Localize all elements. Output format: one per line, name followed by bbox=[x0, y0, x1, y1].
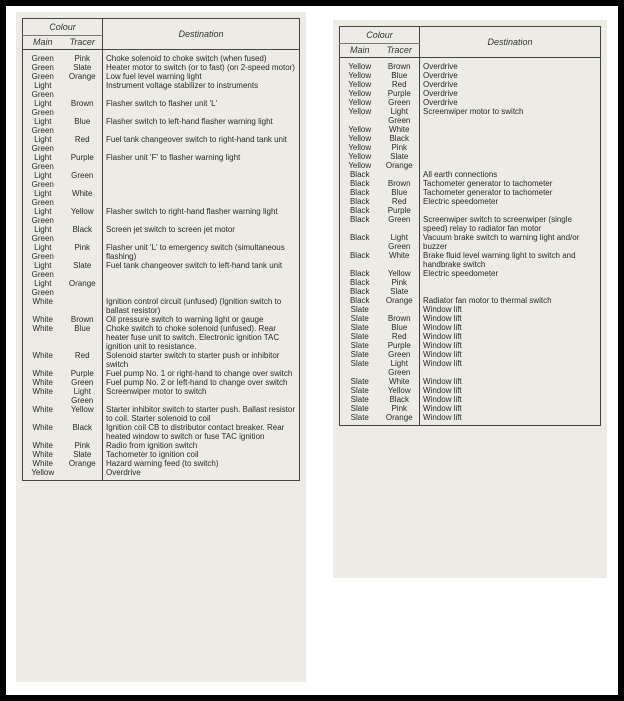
tracer-colour-cell: Pink bbox=[380, 278, 420, 287]
main-header: Main bbox=[23, 36, 63, 50]
destination-cell: Window lift bbox=[423, 305, 462, 314]
table-row bbox=[23, 243, 300, 261]
destination-cell: Fuel tank changeover switch to right-hand tank unit bbox=[106, 135, 288, 144]
destination-cell: Overdrive bbox=[423, 80, 458, 89]
tracer-header: Tracer bbox=[380, 44, 420, 58]
destination-cell: Window lift bbox=[423, 377, 462, 386]
table-row bbox=[23, 81, 300, 99]
main-colour-cell: Black bbox=[349, 269, 370, 278]
tracer-colour-cell: Light Green bbox=[63, 387, 103, 405]
main-colour-cell: Green bbox=[31, 63, 54, 72]
tracer-colour-cell: Black bbox=[63, 225, 103, 243]
tracer-colour-cell: Green bbox=[380, 215, 420, 233]
destination-cell: Overdrive bbox=[423, 98, 458, 107]
destination-cell bbox=[103, 189, 300, 207]
tracer-colour-cell: Slate bbox=[63, 63, 103, 72]
tracer-colour-cell: Orange bbox=[63, 279, 103, 297]
main-colour-cell: Light Green bbox=[31, 81, 54, 99]
destination-cell: Fuel pump No. 1 or right-hand to change over switch bbox=[106, 369, 293, 378]
main-colour-cell: White bbox=[32, 297, 53, 306]
table-row bbox=[340, 161, 601, 170]
table-row bbox=[23, 207, 300, 225]
main-colour-cell: Light Green bbox=[31, 117, 54, 135]
destination-cell: Oil pressure switch to warning light or gauge bbox=[106, 315, 264, 324]
destination-cell bbox=[420, 125, 601, 134]
destination-cell: Heater motor to switch (or to fast) (on 2-speed motor) bbox=[106, 63, 295, 72]
table-row bbox=[23, 423, 300, 441]
table-row bbox=[340, 269, 601, 278]
tracer-colour-cell bbox=[63, 468, 103, 481]
main-colour-cell: Yellow bbox=[348, 152, 372, 161]
table-row bbox=[340, 287, 601, 296]
tracer-colour-cell: Blue bbox=[63, 117, 103, 135]
destination-cell: Overdrive bbox=[106, 468, 141, 477]
tracer-colour-cell: Orange bbox=[63, 72, 103, 81]
table-row bbox=[23, 50, 300, 64]
tracer-colour-cell: Brown bbox=[63, 99, 103, 117]
tracer-colour-cell: Red bbox=[63, 135, 103, 153]
main-colour-cell: Yellow bbox=[348, 80, 372, 89]
destination-cell: Fuel tank changeover switch to left-hand tank unit bbox=[106, 261, 283, 270]
tracer-colour-cell bbox=[380, 305, 420, 314]
main-colour-cell: Black bbox=[349, 278, 370, 287]
tracer-header: Tracer bbox=[63, 36, 103, 50]
destination-cell: Flasher unit 'F' to flasher warning light bbox=[106, 153, 241, 162]
destination-cell: Flasher switch to flasher unit 'L' bbox=[106, 99, 218, 108]
table-row bbox=[23, 279, 300, 297]
table-row bbox=[340, 71, 601, 80]
main-colour-cell: Black bbox=[349, 287, 370, 296]
table-row bbox=[340, 89, 601, 98]
tracer-colour-cell: Blue bbox=[380, 71, 420, 80]
tracer-colour-cell: Orange bbox=[380, 296, 420, 305]
main-colour-cell: Light Green bbox=[31, 189, 54, 207]
main-colour-cell: Yellow bbox=[348, 134, 372, 143]
main-colour-cell: Yellow bbox=[348, 62, 372, 71]
table-row bbox=[23, 225, 300, 243]
table-row bbox=[23, 459, 300, 468]
main-colour-cell: Slate bbox=[350, 341, 369, 350]
tracer-colour-cell bbox=[380, 170, 420, 179]
main-colour-cell: Yellow bbox=[348, 71, 372, 80]
tracer-colour-cell: Green bbox=[380, 98, 420, 107]
main-colour-cell: White bbox=[32, 324, 53, 333]
destination-cell: Window lift bbox=[423, 350, 462, 359]
table-row bbox=[340, 179, 601, 188]
tracer-colour-cell: Orange bbox=[380, 413, 420, 426]
tracer-colour-cell: Green bbox=[63, 378, 103, 387]
table-row bbox=[340, 233, 601, 251]
tracer-colour-cell: Purple bbox=[380, 89, 420, 98]
destination-cell: Window lift bbox=[423, 359, 462, 368]
tracer-colour-cell: Black bbox=[380, 395, 420, 404]
main-colour-cell: Slate bbox=[350, 350, 369, 359]
table-row bbox=[340, 197, 601, 206]
table-row bbox=[340, 170, 601, 179]
tracer-colour-cell bbox=[63, 297, 103, 315]
main-colour-cell: Slate bbox=[350, 305, 369, 314]
table-row bbox=[340, 152, 601, 161]
tracer-colour-cell: Brown bbox=[380, 179, 420, 188]
destination-cell: Tachometer generator to tachometer bbox=[423, 179, 553, 188]
main-colour-cell: Yellow bbox=[348, 89, 372, 98]
tracer-colour-cell: Purple bbox=[63, 153, 103, 171]
destination-cell: Overdrive bbox=[423, 62, 458, 71]
destination-cell: Fuel pump No. 2 or left-hand to change over switch bbox=[106, 378, 288, 387]
main-colour-cell: Slate bbox=[350, 386, 369, 395]
table-row bbox=[340, 58, 601, 72]
main-header: Main bbox=[340, 44, 380, 58]
tracer-colour-cell: Slate bbox=[63, 450, 103, 459]
main-colour-cell: Light Green bbox=[31, 99, 54, 117]
tracer-colour-cell: White bbox=[380, 125, 420, 134]
table-row bbox=[340, 314, 601, 323]
main-colour-cell: Black bbox=[349, 233, 370, 242]
table-row bbox=[340, 98, 601, 107]
destination-cell: Choke solenoid to choke switch (when fused) bbox=[106, 54, 267, 63]
tracer-colour-cell: Green bbox=[380, 350, 420, 359]
tracer-colour-cell: Yellow bbox=[63, 405, 103, 423]
tracer-colour-cell: Brown bbox=[63, 315, 103, 324]
tracer-colour-cell: Yellow bbox=[380, 269, 420, 278]
destination-cell: Vacuum brake switch to warning light and/or buzzer bbox=[423, 233, 580, 251]
destination-cell: Screenwiper motor to switch bbox=[423, 107, 524, 116]
main-colour-cell: Green bbox=[31, 72, 54, 81]
destination-cell: Tachometer generator to tachometer bbox=[423, 188, 553, 197]
main-colour-cell: White bbox=[32, 378, 53, 387]
destination-cell: Overdrive bbox=[423, 71, 458, 80]
table-row bbox=[340, 251, 601, 269]
destination-cell: Electric speedometer bbox=[423, 269, 499, 278]
destination-cell: Radiator fan motor to thermal switch bbox=[423, 296, 552, 305]
table-row bbox=[23, 63, 300, 72]
main-colour-cell: Black bbox=[349, 215, 370, 224]
wiring-rows-left bbox=[23, 50, 300, 481]
table-row bbox=[340, 206, 601, 215]
table-row bbox=[23, 99, 300, 117]
table-row bbox=[23, 153, 300, 171]
main-colour-cell: Slate bbox=[350, 404, 369, 413]
main-colour-cell: Yellow bbox=[348, 143, 372, 152]
table-row bbox=[23, 405, 300, 423]
main-colour-cell: Slate bbox=[350, 323, 369, 332]
destination-cell: Flasher unit 'L' to emergency switch (simultaneous flashing) bbox=[106, 243, 285, 261]
table-row bbox=[340, 188, 601, 197]
main-colour-cell: White bbox=[32, 423, 53, 432]
tracer-colour-cell: Slate bbox=[380, 152, 420, 161]
tracer-colour-cell bbox=[63, 81, 103, 99]
main-colour-cell: White bbox=[32, 369, 53, 378]
main-colour-cell: Light Green bbox=[31, 243, 54, 261]
colour-header: Colour bbox=[23, 19, 103, 36]
main-colour-cell: Slate bbox=[350, 377, 369, 386]
destination-cell bbox=[420, 134, 601, 143]
colour-header: Colour bbox=[340, 27, 420, 44]
destination-cell bbox=[103, 171, 300, 189]
destination-cell: Window lift bbox=[423, 323, 462, 332]
main-colour-cell: Yellow bbox=[348, 161, 372, 170]
main-colour-cell: Black bbox=[349, 251, 370, 260]
table-row bbox=[23, 441, 300, 450]
destination-cell: Overdrive bbox=[423, 89, 458, 98]
destination-cell: Hazard warning feed (to switch) bbox=[106, 459, 219, 468]
main-colour-cell: Slate bbox=[350, 395, 369, 404]
main-colour-cell: Slate bbox=[350, 359, 369, 368]
destination-cell: Tachometer to ignition coil bbox=[106, 450, 199, 459]
destination-cell: Window lift bbox=[423, 314, 462, 323]
tracer-colour-cell: Pink bbox=[63, 50, 103, 64]
tracer-colour-cell: Pink bbox=[380, 404, 420, 413]
wiring-rows-right bbox=[340, 58, 601, 426]
table-row bbox=[340, 143, 601, 152]
destination-cell: Window lift bbox=[423, 332, 462, 341]
main-colour-cell: Yellow bbox=[348, 125, 372, 134]
table-row bbox=[340, 278, 601, 287]
destination-cell: Window lift bbox=[423, 395, 462, 404]
table-row bbox=[340, 134, 601, 143]
table-row bbox=[340, 296, 601, 305]
destination-cell bbox=[420, 278, 601, 287]
tracer-colour-cell: Orange bbox=[63, 459, 103, 468]
table-row bbox=[23, 297, 300, 315]
tracer-colour-cell: Pink bbox=[63, 441, 103, 450]
main-colour-cell: White bbox=[32, 387, 53, 396]
main-colour-cell: Light Green bbox=[31, 279, 54, 297]
table-row bbox=[23, 387, 300, 405]
destination-cell bbox=[420, 143, 601, 152]
tracer-colour-cell: Green bbox=[63, 171, 103, 189]
table-row bbox=[23, 378, 300, 387]
destination-cell: Screenwiper motor to switch bbox=[106, 387, 207, 396]
destination-cell: All earth connections bbox=[423, 170, 498, 179]
table-row bbox=[23, 450, 300, 459]
destination-cell: Screen jet switch to screen jet motor bbox=[106, 225, 235, 234]
table-row bbox=[23, 315, 300, 324]
main-colour-cell: White bbox=[32, 315, 53, 324]
destination-cell: Window lift bbox=[423, 386, 462, 395]
table-row bbox=[23, 324, 300, 351]
main-colour-cell: Black bbox=[349, 179, 370, 188]
table-row bbox=[340, 413, 601, 426]
main-colour-cell: Light Green bbox=[31, 225, 54, 243]
tracer-colour-cell: Blue bbox=[63, 324, 103, 351]
wiring-table-right bbox=[339, 26, 601, 426]
tracer-colour-cell: White bbox=[63, 189, 103, 207]
tracer-colour-cell: Yellow bbox=[63, 207, 103, 225]
tracer-colour-cell: Red bbox=[380, 197, 420, 206]
wiring-table-left bbox=[22, 18, 300, 481]
table-row bbox=[23, 135, 300, 153]
tracer-colour-cell: Pink bbox=[63, 243, 103, 261]
destination-cell: Solenoid starter switch to starter push or inhibitor switch bbox=[106, 351, 280, 369]
destination-cell bbox=[420, 287, 601, 296]
main-colour-cell: Light Green bbox=[31, 135, 54, 153]
main-colour-cell: White bbox=[32, 441, 53, 450]
tracer-colour-cell: Pink bbox=[380, 143, 420, 152]
tracer-colour-cell: Brown bbox=[380, 314, 420, 323]
destination-cell: Screenwiper switch to screenwiper (single speed) relay to radiator fan motor bbox=[423, 215, 572, 233]
tracer-colour-cell: Light Green bbox=[380, 233, 420, 251]
destination-cell: Instrument voltage stabilizer to instruments bbox=[106, 81, 259, 90]
table-row bbox=[23, 171, 300, 189]
main-colour-cell: Green bbox=[31, 54, 54, 63]
destination-header: Destination bbox=[103, 19, 300, 50]
table-row bbox=[23, 117, 300, 135]
table-row bbox=[340, 386, 601, 395]
destination-cell: Window lift bbox=[423, 341, 462, 350]
table-row bbox=[340, 341, 601, 350]
tracer-colour-cell: Light Green bbox=[380, 359, 420, 377]
tracer-colour-cell: Brown bbox=[380, 58, 420, 72]
tracer-colour-cell: Red bbox=[380, 80, 420, 89]
destination-cell: Flasher switch to right-hand flasher warning light bbox=[106, 207, 278, 216]
tracer-colour-cell: Red bbox=[380, 332, 420, 341]
destination-cell: Flasher switch to left-hand flasher warning light bbox=[106, 117, 273, 126]
tracer-colour-cell: Blue bbox=[380, 323, 420, 332]
destination-cell: Low fuel level warning light bbox=[106, 72, 202, 81]
main-colour-cell: Yellow bbox=[31, 468, 55, 477]
table-row bbox=[340, 404, 601, 413]
right-page bbox=[333, 20, 607, 578]
table-row bbox=[340, 350, 601, 359]
tracer-colour-cell: Slate bbox=[380, 287, 420, 296]
tracer-colour-cell: Slate bbox=[63, 261, 103, 279]
destination-header: Destination bbox=[420, 27, 601, 58]
tracer-colour-cell: Black bbox=[63, 423, 103, 441]
main-colour-cell: Slate bbox=[350, 314, 369, 323]
tracer-colour-cell: Orange bbox=[380, 161, 420, 170]
tracer-colour-cell: White bbox=[380, 251, 420, 269]
main-colour-cell: Light Green bbox=[31, 261, 54, 279]
main-colour-cell: Yellow bbox=[348, 98, 372, 107]
tracer-colour-cell: Red bbox=[63, 351, 103, 369]
destination-cell bbox=[103, 279, 300, 297]
main-colour-cell: Light Green bbox=[31, 171, 54, 189]
main-colour-cell: Light Green bbox=[31, 153, 54, 171]
tracer-colour-cell: Yellow bbox=[380, 386, 420, 395]
table-row bbox=[340, 332, 601, 341]
table-row bbox=[340, 377, 601, 386]
main-colour-cell: Black bbox=[349, 296, 370, 305]
main-colour-cell: Black bbox=[349, 188, 370, 197]
table-row bbox=[23, 351, 300, 369]
table-row bbox=[340, 395, 601, 404]
table-row bbox=[23, 369, 300, 378]
table-row bbox=[340, 107, 601, 125]
destination-cell bbox=[420, 206, 601, 215]
main-colour-cell: Yellow bbox=[348, 107, 372, 116]
main-colour-cell: Slate bbox=[350, 332, 369, 341]
table-row bbox=[340, 305, 601, 314]
table-row bbox=[23, 189, 300, 207]
main-colour-cell: Black bbox=[349, 197, 370, 206]
main-colour-cell: Black bbox=[349, 206, 370, 215]
table-row bbox=[340, 80, 601, 89]
tracer-colour-cell: Purple bbox=[380, 341, 420, 350]
tracer-colour-cell: Purple bbox=[380, 206, 420, 215]
table-row bbox=[23, 261, 300, 279]
main-colour-cell: White bbox=[32, 351, 53, 360]
main-colour-cell: Black bbox=[349, 170, 370, 179]
destination-cell: Starter inhibitor switch to starter push. Ballast resistor to coil. Starter solenoid to coil bbox=[106, 405, 295, 423]
left-page bbox=[16, 12, 306, 682]
destination-cell: Choke switch to choke solenoid (unfused). Rear heater fuse unit to switch. Electronic ignition TAC ignition unit to resistance. bbox=[106, 324, 280, 351]
destination-cell: Electric speedometer bbox=[423, 197, 499, 206]
main-colour-cell: White bbox=[32, 450, 53, 459]
main-colour-cell: White bbox=[32, 459, 53, 468]
destination-cell: Window lift bbox=[423, 413, 462, 422]
destination-cell: Window lift bbox=[423, 404, 462, 413]
main-colour-cell: Slate bbox=[350, 413, 369, 422]
tracer-colour-cell: Black bbox=[380, 134, 420, 143]
tracer-colour-cell: White bbox=[380, 377, 420, 386]
main-colour-cell: White bbox=[32, 405, 53, 414]
table-row bbox=[340, 323, 601, 332]
tracer-colour-cell: Purple bbox=[63, 369, 103, 378]
destination-cell: Brake fluid level warning light to switch and handbrake switch bbox=[423, 251, 576, 269]
table-row bbox=[340, 215, 601, 233]
table-row bbox=[340, 359, 601, 377]
destination-cell: Radio from ignition switch bbox=[106, 441, 198, 450]
destination-cell: Ignition control circuit (unfused) (Ignition switch to ballast resistor) bbox=[106, 297, 282, 315]
tracer-colour-cell: Light Green bbox=[380, 107, 420, 125]
destination-cell bbox=[420, 161, 601, 170]
destination-cell: Ignition coil CB to distributor contact breaker. Rear heated window to switch or fuse TAC ignition bbox=[106, 423, 285, 441]
table-row bbox=[23, 468, 300, 481]
table-row bbox=[340, 125, 601, 134]
table-row bbox=[23, 72, 300, 81]
tracer-colour-cell: Blue bbox=[380, 188, 420, 197]
destination-cell bbox=[420, 152, 601, 161]
main-colour-cell: Light Green bbox=[31, 207, 54, 225]
